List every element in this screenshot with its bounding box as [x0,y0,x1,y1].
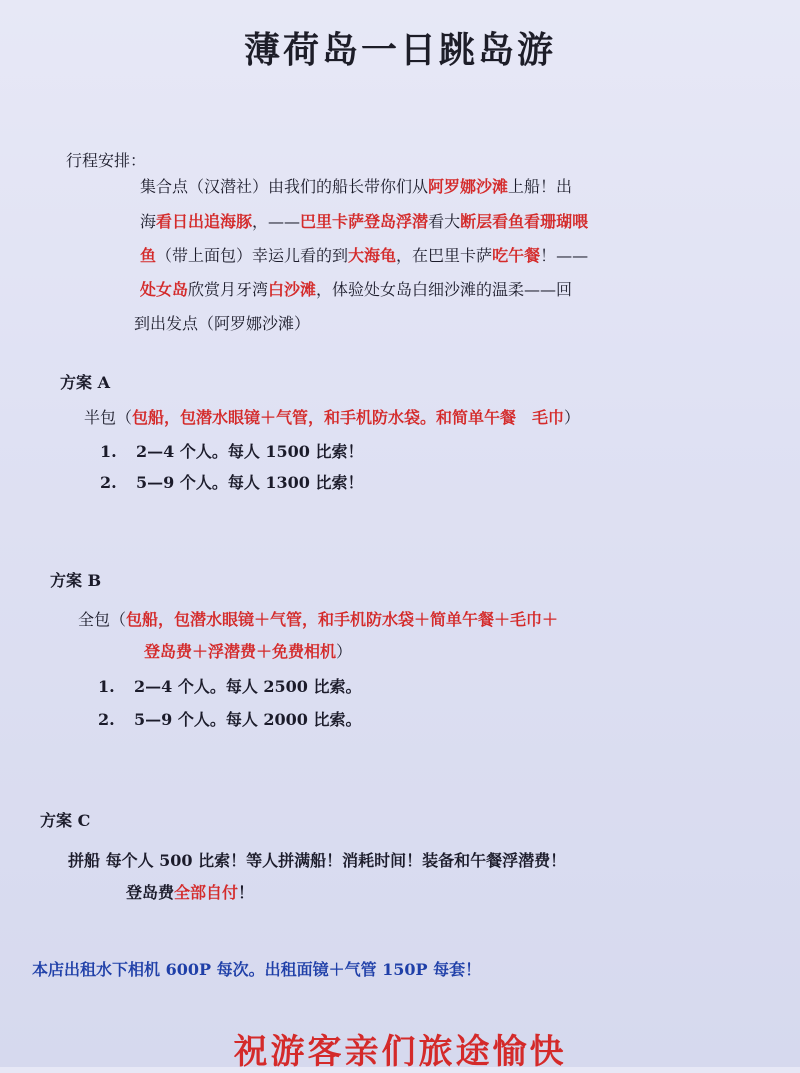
plan-b-price-text: 2—4 个人。每人 2500 比索。 [134,677,362,696]
plan-a-package-suffix: ） [564,408,581,427]
plan-b-price-text: 5—9 个人。每人 2000 比索。 [134,710,362,729]
plan-b-label: 方案 B [50,571,102,590]
itinerary-line [134,311,310,334]
plan-b-price-number: 2. [98,710,115,729]
plan-b-package-items: 包船，包潜水眼镜＋气管，和手机防水袋＋简单午餐＋毛巾＋ [126,610,559,629]
plan-a-package-items: 包船，包潜水眼镜＋气管，和手机防水袋。和简单午餐 毛巾 [132,408,565,427]
plan-a-price-row [100,439,364,462]
itinerary-highlight: 白沙滩 [268,280,317,299]
itinerary-text: ！—— [540,246,589,265]
plan-b-package-prefix: 全包（ [78,610,127,629]
itinerary-highlight: 鱼 [140,246,157,265]
itinerary-text: 集合点（汉潜社）由我们的船长带你们从 [140,177,429,196]
plan-a-package-prefix: 半包（ [84,408,133,427]
plan-b-price-number: 1. [98,677,115,696]
plan-b-package [78,607,558,630]
itinerary-line [140,243,588,266]
itinerary-line [140,277,572,300]
plan-b-package-items: 登岛费＋浮潜费＋免费相机 [144,642,337,661]
plan-a-price-text: 2—4 个人。每人 1500 比索！ [136,442,364,461]
plan-c-note [126,880,254,903]
itinerary-label: 行程安排： [66,151,147,170]
plan-a-price-number: 2. [100,473,117,492]
farewell-banner: 祝游客亲们旅途愉快 [233,1032,567,1072]
plan-c-note-prefix: 登岛费 [126,883,175,902]
itinerary-highlight: 断层看鱼看珊瑚喂 [460,212,589,231]
plan-a-price-text: 5—9 个人。每人 1300 比索！ [136,473,364,492]
itinerary-highlight: 吃午餐 [492,246,541,265]
plan-a-label: 方案 A [60,373,110,392]
itinerary-text: ，在巴里卡萨 [396,246,493,265]
itinerary-text: 海 [140,212,157,231]
plan-c-note-highlight: 全部自付 [174,883,239,902]
plan-b-price-row [98,674,362,697]
plan-c-note-suffix: ！ [238,883,255,902]
plan-c-description: 拼船 每个人 500 比索！等人拼满船！消耗时间！装备和午餐浮潜费！ [68,851,567,870]
itinerary-highlight: 处女岛 [140,280,189,299]
itinerary-text: 到出发点（阿罗娜沙滩） [134,314,311,333]
plan-b-package-suffix: ） [336,642,353,661]
itinerary-text: ，体验处女岛白细沙滩的温柔——回 [316,280,573,299]
plan-c-label: 方案 C [40,811,91,830]
itinerary-text: 欣赏月牙湾 [188,280,269,299]
itinerary-highlight: 看日出追海豚 [156,212,253,231]
plan-b-price-row [98,707,362,730]
itinerary-line [140,174,572,197]
itinerary-highlight: 大海龟 [348,246,397,265]
itinerary-line [140,209,588,232]
plan-a-price-row [100,470,364,493]
itinerary-highlight: 阿罗娜沙滩 [428,177,509,196]
itinerary-text: ，—— [252,212,301,231]
plan-a-package [84,405,580,428]
plan-a-price-number: 1. [100,442,117,461]
itinerary-text: 上船！出 [508,177,573,196]
rental-notice: 本店出租水下相机 600P 每次。出租面镜＋气管 150P 每套！ [32,960,482,979]
page-title: 薄荷岛一日跳岛游 [243,29,556,71]
plan-b-package-cont [144,639,352,662]
itinerary-text: （带上面包）幸运儿看的到 [156,246,349,265]
itinerary-text: 看大 [428,212,461,231]
itinerary-highlight: 巴里卡萨登岛浮潜 [300,212,429,231]
